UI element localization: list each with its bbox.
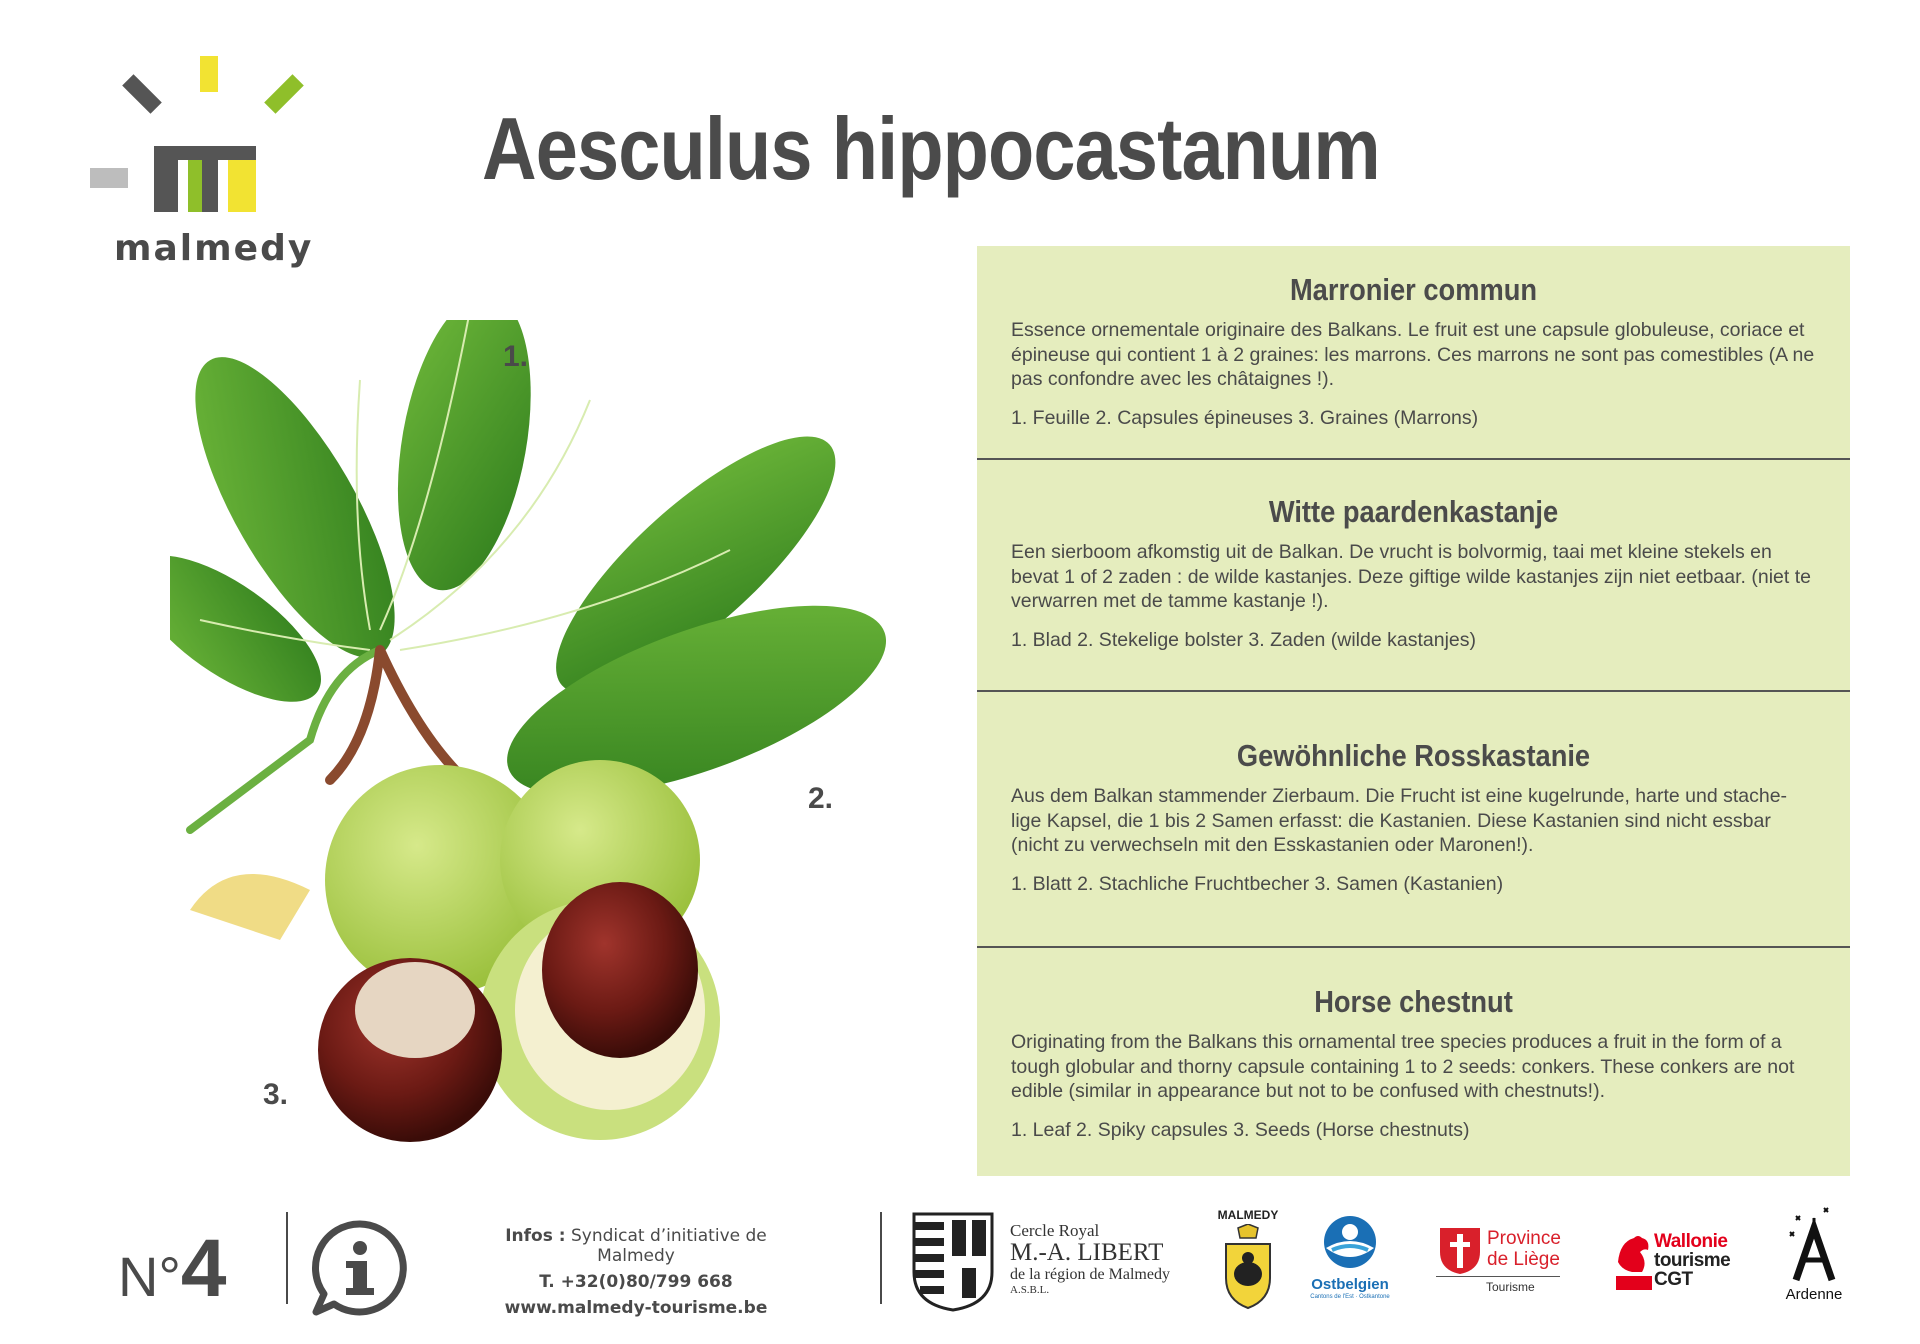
libert-line1: Cercle Royal — [1010, 1221, 1100, 1240]
section-french — [977, 272, 1850, 430]
libert-crest-icon — [910, 1210, 996, 1312]
section-title: Witte paardenkastanje — [1268, 494, 1559, 529]
section-body: Een sierboom afkomstig uit de Balkan. De vrucht is bolvormig, taai met kleine stekels en bevat 1 of 2 zaden : de wilde kastanjes. Deze giftige wilde kastanjes zijn niet eetbaar. (niet te verwarren met de tamme kastanje !). — [1011, 541, 1811, 612]
ostbelgien-logo-icon — [1318, 1214, 1382, 1270]
section-german — [977, 738, 1850, 896]
wallonie-line2: tourisme — [1654, 1250, 1731, 1271]
contact-info — [466, 1226, 806, 1318]
ardenne-logo-icon — [1784, 1206, 1844, 1284]
page-title: Aesculus hippocastanum — [482, 99, 1380, 198]
ostbelgien-sub: Cantons de l'Est · Ostkantone — [1310, 1294, 1390, 1300]
wallonie-text — [1654, 1232, 1730, 1289]
wallonie-line1: Wallonie — [1654, 1231, 1728, 1252]
logo-text: malmedy — [114, 228, 314, 269]
leaf-group — [170, 320, 908, 835]
wallonie-rooster-icon — [1614, 1232, 1654, 1290]
province-divider — [1436, 1276, 1560, 1277]
section-parts: 1. Blatt 2. Stachliche Fruchtbecher 3. Samen (Kastanien) — [1011, 872, 1504, 895]
info-panel — [977, 246, 1850, 1176]
libert-line2: M.-A. LIBERT — [1010, 1239, 1164, 1266]
info-organization: Syndicat d’initiative de Malmedy — [570, 1226, 767, 1266]
horse-chestnut-illustration — [170, 320, 930, 1150]
ardenne-label: Ardenne — [1785, 1286, 1843, 1303]
section-parts: 1. Blad 2. Stekelige bolster 3. Zaden (wilde kastanjes) — [1011, 628, 1477, 651]
section-english — [977, 984, 1850, 1142]
section-parts: 1. Leaf 2. Spiky capsules 3. Seeds (Horse chestnuts) — [1011, 1118, 1470, 1141]
province-liege-crest-icon — [1438, 1226, 1482, 1276]
footer-divider — [286, 1212, 288, 1304]
wallonie-line3: CGT — [1654, 1269, 1693, 1290]
libert-text — [1010, 1222, 1180, 1297]
ostbelgien-name: Ostbelgien — [1311, 1276, 1389, 1293]
phone-number: T. +32(0)80/799 668 — [539, 1272, 733, 1292]
website-link[interactable]: www.malmedy-tourisme.be — [504, 1298, 768, 1318]
footer-divider — [880, 1212, 882, 1304]
section-title: Gewöhnliche Rosskastanie — [1236, 738, 1591, 773]
section-divider — [977, 690, 1850, 692]
province-line1: Province — [1487, 1228, 1561, 1249]
section-body: Aus dem Balkan stammender Zierbaum. Die Frucht ist eine kugelrunde, harte und stache-lige Kapsel, die 1 bis 2 Samen erfasst: die Kastanien. Diese Kastanien sind nicht essbar (nicht zu verwechseln mit den Esskastanien oder Maronen!). — [1011, 785, 1788, 856]
section-title: Horse chestnut — [1314, 984, 1513, 1019]
section-divider — [977, 458, 1850, 460]
number-value: 4 — [180, 1223, 227, 1314]
section-body: Essence ornementale originaire des Balkans. Le fruit est une capsule globuleuse, coriace et épineuse qui contient 1 à 2 graines: les marrons. Ces marrons ne sont pas comestibles (A ne pas confondre avec les châtaignes !). — [1011, 319, 1815, 390]
label-leaf-number: 1. — [503, 340, 529, 373]
section-parts: 1. Feuille 2. Capsules épineuses 3. Graines (Marrons) — [1011, 406, 1479, 429]
number-prefix: N° — [118, 1245, 181, 1308]
libert-line4: A.S.B.L. — [1010, 1284, 1050, 1296]
label-seed-number: 3. — [263, 1078, 289, 1111]
libert-line3: de la région de Malmedy — [1010, 1266, 1170, 1283]
label-capsule-number: 2. — [808, 782, 834, 815]
info-speech-bubble-icon — [310, 1218, 410, 1318]
section-dutch — [977, 494, 1850, 652]
section-divider — [977, 946, 1850, 948]
province-line3: Tourisme — [1486, 1280, 1535, 1294]
province-line2: de Liège — [1487, 1249, 1560, 1270]
malmedy-crest-icon — [1218, 1224, 1278, 1310]
malmedy-crest-label: MALMEDY — [1217, 1208, 1279, 1222]
info-label: Infos : — [505, 1226, 566, 1246]
sign-number — [118, 1222, 226, 1316]
province-text — [1487, 1228, 1561, 1270]
section-title: Marronier commun — [1289, 272, 1538, 307]
section-body: Originating from the Balkans this ornamental tree species produces a fruit in the form of a tough globular and thorny capsule containing 1 to 2 seeds: conkers. These conkers are not edible (similar in appearance but not to be confused with chestnuts!). — [1011, 1031, 1795, 1102]
